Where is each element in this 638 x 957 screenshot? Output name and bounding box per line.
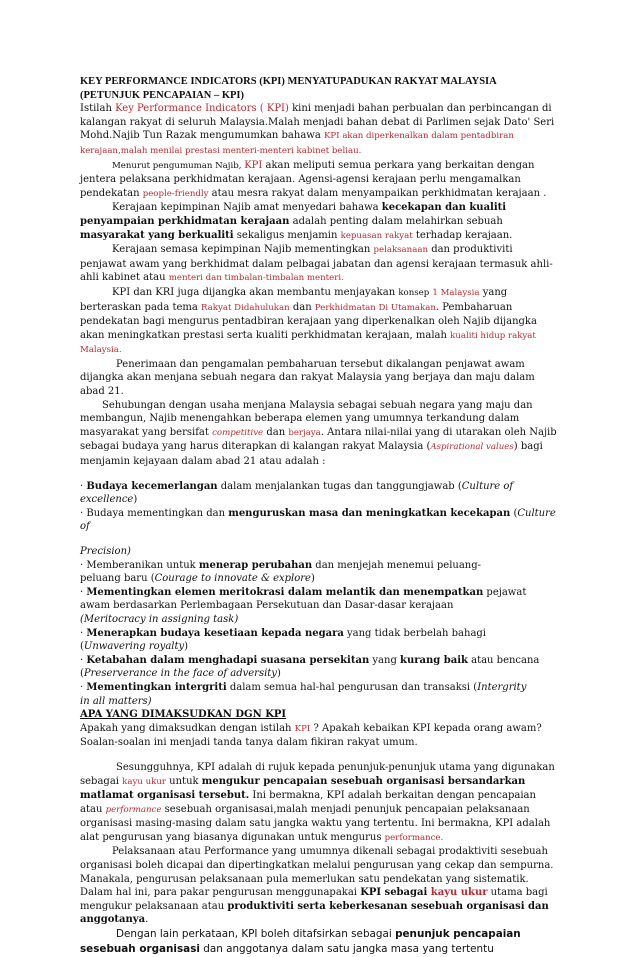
paragraph-5: KPI dan KRI juga dijangka akan membantu menjayakan konsep 1 Malaysia yang berteraskan pada tema Rakyat Didahulukan dan Perkhidmatan Di Utamakan. Pembaharuan pendekatan bagi mengurus pentadbiran kerajaan yang diperkenalkan oleh Najib dijangka akan meningkatkan prestasi serta kualiti perkhidmatan kerajaan, malah kualiti hidup rakyat Malaysia. (80, 286, 537, 356)
paragraph-2: Menurut pengumuman Najib, KPI akan meliputi semua perkara yang berkaitan dengan jentera pelaksana perkhidmatan kerajaan. Agensi-agensi kerajaan perlu mengamalkan pendekatan people-friendly atau mesra rakyat dalam menyampaikan perkhidmatan kerajaan . (80, 159, 547, 199)
value-innovation: · Memberanikan untuk menerap perubahan dan menjejah menemui peluang- peluang baru (Courage to innovate & explore) (80, 559, 482, 585)
value-excellence: · Budaya kecemerlangan dalam menjalankan tugas dan tanggungjawab (Culture of excellence) (80, 480, 514, 506)
paragraph-1: Istilah Key Performance Indicators ( KPI) kini menjadi bahan perbualan dan perbincangan di kalangan rakyat di seluruh Malaysia.Malah menjadi bahan debat di Parlimen sejak Dato' Seri Mohd.Najib Tun Razak mengumumkan bahawa KPI akan diperkenalkan dalam pentadbiran kerajaan,malah menilai prestasi menteri-menteri kabinet beliau. (80, 103, 555, 156)
paragraph-8: Apakah yang dimaksudkan dengan istilah KPI ? Apakah kebaikan KPI kepada orang awam? Soalan-soalan ini menjadi tanda tanya dalam fikiran rakyat umum. (80, 722, 542, 749)
paragraph-3: Kerajaan kepimpinan Najib amat menyedari bahawa kecekapan dan kualiti penyampaian perkhidmatan kerajaan adalah penting dalam melahirkan sebuah masyarakat yang berkualiti sekaligus menjamin kepuasan rakyat terhadap kerajaan. (80, 202, 513, 241)
value-integrity: · Mementingkan intergriti dalam semua hal-hal pengurusan dan transaksi (Intergrity in all matters) (80, 681, 527, 707)
document-body (80, 75, 558, 957)
value-perseverance: · Ketabahan dalam menghadapi suasana persekitan yang kurang baik atau bencana (Preserverance in the face of adversity) (80, 654, 540, 680)
spacer (80, 750, 558, 761)
paragraph-6: Penerimaan dan pengamalan pembaharuan tersebut dikalangan penjawat awam dijangka akan menjana sebuah negara dan rakyat Malaysia yang berjaya dan maju dalam abad 21. (80, 358, 535, 398)
section-heading: APA YANG DIMAKSUDKAN DGN KPI (80, 709, 287, 721)
paragraph-7: Sehubungan dengan usaha menjana Malaysia sebagai sebuah negara yang maju dan membangun, Najib menengahkan beberapa elemen yang umumnya terkandung dalam masyarakat yang bersifat competitive dan berjaya. Antara nilai-nilai yang di utarakan oleh Najib sebagai budaya yang harus diterapkan di kalangan rakyat Malaysia (Aspirational values) bagi menjamin kejayaan dalam abad 21 atau adalah : (80, 399, 557, 468)
spacer (80, 469, 558, 480)
paragraph-10: Pelaksanaan atau Performance yang umumnya dikenali sebagai prodaktiviti sesebuah organisasi boleh dicapai dan dipertingkatkan melalui pengurusan yang cekap dan sempurna. Manakala, pengurusan pelaksanaan pula memerlukan satu pendekatan yang sistematik. Dalam hal ini, para pakar pengurusan menggunapakai KPI sebagai kayu ukur utama bagi mengukur pelaksanaan atau produktiviti serta keberkesanan sesebuah organisasi dan anggotanya. (80, 846, 554, 926)
paragraph-11: Dengan lain perkataan, KPI boleh ditafsirkan sebagai penunjuk pencapaian sesebuah organisasi dan anggotanya dalam satu jangka masa yang tertentu (80, 928, 521, 956)
paragraph-9: Sesungguhnya, KPI adalah di rujuk kepada penunjuk-penunjuk utama yang digunakan sebagai kayu ukur untuk mengukur pencapaian sesebuah organisasi bersandarkan matlamat organisasi tersebut. Ini bermakna, KPI adalah berkaitan dengan pencapaian atau performance sesebuah organisasai,malah menjadi penunjuk pencapaian pelaksanaan organisasi masing-masing dalam satu jangka waktu yang tertentu. Ini bermakna, KPI adalah alat pengurusan yang biasanya digunakan untuk mengurus performance. (80, 761, 555, 843)
value-loyalty: · Menerapkan budaya kesetiaan kepada negara yang tidak berbelah bahagi (Unwavering royalty) (80, 627, 487, 653)
value-precision-continued: Precision) (80, 546, 131, 557)
spacer (80, 534, 558, 545)
document-title: KEY PERFORMANCE INDICATORS (KPI) MENYATUPADUKAN RAKYAT MALAYSIA (PETUNJUK PENCAPAIAN – KPI) (80, 76, 497, 101)
paragraph-4: Kerajaan semasa kepimpinan Najib mementingkan pelaksanaan dan produktiviti penjawat awam yang berkhidmat dalam pelbagai jabatan dan agensi kerajaan termasuk ahli-ahli kabinet atau menteri dan timbalan-timbalan menteri. (80, 244, 553, 284)
value-meritocracy: · Mementingkan elemen meritokrasi dalam melantik dan menempatkan pejawat awam berdasarkan Perlembagaan Persekutuan dan Dasar-dasar kerajaan (Meritocracy in assigning task) (80, 586, 527, 625)
value-precision: · Budaya mementingkan dan menguruskan masa dan meningkatkan kecekapan (Culture of (80, 507, 556, 533)
